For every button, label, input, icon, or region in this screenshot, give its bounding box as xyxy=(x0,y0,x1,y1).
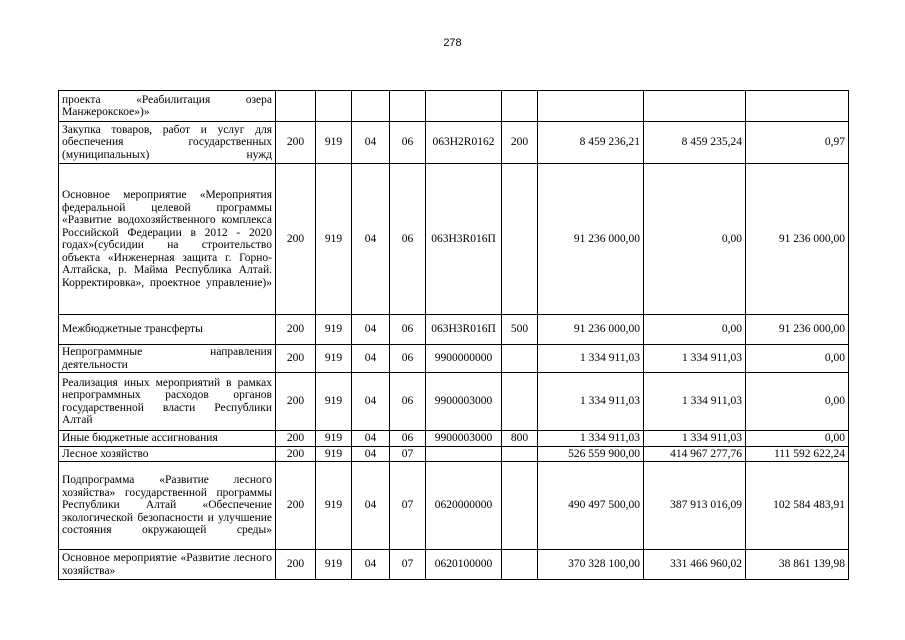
cell-fact: 1 334 911,03 xyxy=(644,373,746,431)
table-row xyxy=(59,91,849,122)
cell-plan: 370 328 100,00 xyxy=(538,550,644,580)
cell-ved: 919 xyxy=(316,446,352,462)
cell-vr xyxy=(502,462,538,550)
cell-rz: 04 xyxy=(352,164,390,315)
cell-rz: 04 xyxy=(352,315,390,345)
cell-pr: 07 xyxy=(390,462,426,550)
row-name: Реализация иных мероприятий в рамках непрограммных расходов органов государственной власти Республики Алтай xyxy=(59,373,276,431)
cell-fact: 8 459 235,24 xyxy=(644,122,746,164)
cell-gr: 200 xyxy=(276,462,316,550)
cell-rest: 38 861 139,98 xyxy=(746,550,849,580)
cell-vr: 800 xyxy=(502,431,538,447)
cell-vr xyxy=(502,373,538,431)
cell-ved: 919 xyxy=(316,122,352,164)
cell-plan xyxy=(538,91,644,122)
cell-rz: 04 xyxy=(352,431,390,447)
cell-rest: 0,00 xyxy=(746,373,849,431)
cell-fact: 414 967 277,76 xyxy=(644,446,746,462)
table-row xyxy=(59,462,849,550)
cell-ved: 919 xyxy=(316,431,352,447)
cell-fact: 0,00 xyxy=(644,164,746,315)
cell-rest: 102 584 483,91 xyxy=(746,462,849,550)
table-row xyxy=(59,431,849,447)
row-name: Подпрограмма «Развитие лесного хозяйства» государственной программы Республики Алтай «Обеспечение экологической безопасности и улучшение состояния окружающей среды» xyxy=(59,462,276,550)
cell-ved: 919 xyxy=(316,345,352,373)
cell-rest xyxy=(746,91,849,122)
cell-ved: 919 xyxy=(316,373,352,431)
cell-rz: 04 xyxy=(352,446,390,462)
cell-rest: 0,00 xyxy=(746,345,849,373)
cell-gr: 200 xyxy=(276,315,316,345)
cell-pr: 06 xyxy=(390,164,426,315)
row-name: Иные бюджетные ассигнования xyxy=(59,431,276,447)
cell-plan: 490 497 500,00 xyxy=(538,462,644,550)
cell-vr xyxy=(502,164,538,315)
cell-ved: 919 xyxy=(316,164,352,315)
cell-gr: 200 xyxy=(276,446,316,462)
table-row xyxy=(59,122,849,164)
cell-ved: 919 xyxy=(316,462,352,550)
row-name: Закупка товаров, работ и услуг для обеспечения государственных (муниципальных) нужд xyxy=(59,122,276,164)
budget-table xyxy=(58,90,849,580)
cell-pr: 07 xyxy=(390,550,426,580)
cell-vr xyxy=(502,345,538,373)
row-name: Межбюджетные трансферты xyxy=(59,315,276,345)
cell-pr: 06 xyxy=(390,345,426,373)
cell-rest: 91 236 000,00 xyxy=(746,315,849,345)
cell-gr: 200 xyxy=(276,345,316,373)
cell-gr: 200 xyxy=(276,373,316,431)
cell-rz: 04 xyxy=(352,122,390,164)
cell-gr: 200 xyxy=(276,122,316,164)
cell-rest: 0,00 xyxy=(746,431,849,447)
cell-pr: 06 xyxy=(390,122,426,164)
cell-pr xyxy=(390,91,426,122)
cell-plan: 1 334 911,03 xyxy=(538,373,644,431)
page-number: 278 xyxy=(443,37,462,49)
cell-csr: 0620000000 xyxy=(426,462,502,550)
cell-gr: 200 xyxy=(276,550,316,580)
cell-pr: 06 xyxy=(390,373,426,431)
row-name: Основное мероприятие «Мероприятия федеральной целевой программы «Развитие водохозяйственного комплекса Российской Федерации в 2012 - 2020 годах»(субсидии на строительство объекта «Инженерная защита г. Горно-Алтайска, р. Майма Республика Алтай. Корректировка», проектное управление)» xyxy=(59,164,276,315)
row-name: Лесное хозяйство xyxy=(59,446,276,462)
cell-csr: 063H2R0162 xyxy=(426,122,502,164)
cell-gr: 200 xyxy=(276,431,316,447)
cell-fact: 387 913 016,09 xyxy=(644,462,746,550)
cell-pr: 06 xyxy=(390,431,426,447)
table-row xyxy=(59,345,849,373)
cell-plan: 526 559 900,00 xyxy=(538,446,644,462)
table-row xyxy=(59,373,849,431)
row-name: Непрограммные направления деятельности xyxy=(59,345,276,373)
cell-vr: 500 xyxy=(502,315,538,345)
cell-plan: 1 334 911,03 xyxy=(538,431,644,447)
cell-fact: 331 466 960,02 xyxy=(644,550,746,580)
cell-fact xyxy=(644,91,746,122)
table-row xyxy=(59,164,849,315)
cell-rest: 0,97 xyxy=(746,122,849,164)
cell-fact: 1 334 911,03 xyxy=(644,345,746,373)
cell-csr: 0620100000 xyxy=(426,550,502,580)
table-row xyxy=(59,315,849,345)
cell-rest: 111 592 622,24 xyxy=(746,446,849,462)
cell-vr: 200 xyxy=(502,122,538,164)
cell-ved xyxy=(316,91,352,122)
cell-ved: 919 xyxy=(316,315,352,345)
cell-ved: 919 xyxy=(316,550,352,580)
cell-pr: 06 xyxy=(390,315,426,345)
cell-rz: 04 xyxy=(352,462,390,550)
cell-csr xyxy=(426,91,502,122)
cell-vr xyxy=(502,91,538,122)
cell-csr: 063H3R016П xyxy=(426,315,502,345)
cell-rz xyxy=(352,91,390,122)
cell-rest: 91 236 000,00 xyxy=(746,164,849,315)
cell-plan: 91 236 000,00 xyxy=(538,164,644,315)
cell-rz: 04 xyxy=(352,550,390,580)
cell-plan: 8 459 236,21 xyxy=(538,122,644,164)
cell-fact: 0,00 xyxy=(644,315,746,345)
cell-gr xyxy=(276,91,316,122)
cell-fact: 1 334 911,03 xyxy=(644,431,746,447)
cell-gr: 200 xyxy=(276,164,316,315)
cell-plan: 91 236 000,00 xyxy=(538,315,644,345)
cell-vr xyxy=(502,550,538,580)
cell-csr: 9900003000 xyxy=(426,373,502,431)
table-row xyxy=(59,446,849,462)
cell-plan: 1 334 911,03 xyxy=(538,345,644,373)
row-name: Основное мероприятие «Развитие лесного хозяйства» xyxy=(59,550,276,580)
cell-csr: 063H3R016П xyxy=(426,164,502,315)
row-name: проекта «Реабилитация озера Манжерокское»)» xyxy=(59,91,276,122)
cell-csr: 9900003000 xyxy=(426,431,502,447)
cell-rz: 04 xyxy=(352,373,390,431)
cell-csr: 9900000000 xyxy=(426,345,502,373)
cell-rz: 04 xyxy=(352,345,390,373)
cell-csr xyxy=(426,446,502,462)
cell-vr xyxy=(502,446,538,462)
cell-pr: 07 xyxy=(390,446,426,462)
table-row xyxy=(59,550,849,580)
